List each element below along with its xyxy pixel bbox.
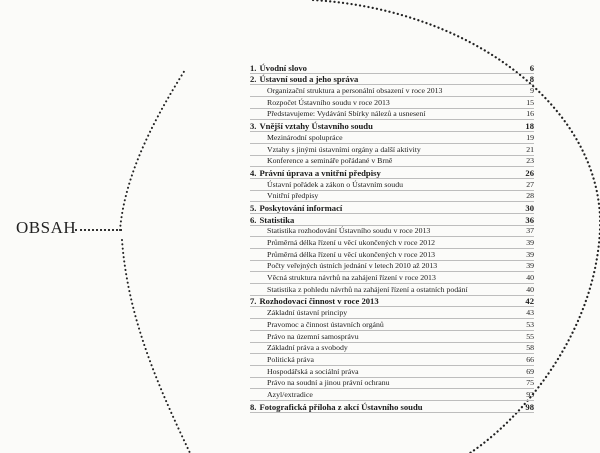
toc-entry-title: Základní ústavní principy <box>267 308 348 318</box>
toc-entry-title: Pravomoc a činnost ústavních orgánů <box>267 319 384 329</box>
toc-entry-title: Průměrná délka řízení u věcí ukončených v roce 2013 <box>267 249 436 259</box>
toc-subentry <box>250 237 534 249</box>
toc-entry-number: 7. <box>250 296 257 307</box>
toc-page-number: 75 <box>526 378 534 388</box>
toc-subentry <box>250 284 534 296</box>
toc-page-number: 58 <box>526 343 534 353</box>
toc-entry-title-wrap <box>256 215 516 225</box>
toc-chapter-entry <box>250 74 534 86</box>
toc-subentry <box>250 97 534 109</box>
toc-chapter-entry <box>250 167 534 179</box>
toc-chapter-entry <box>250 202 534 214</box>
toc-entry-number: 6. <box>250 214 257 225</box>
toc-entry-number: 8. <box>250 401 257 412</box>
toc-page-number: 39 <box>526 261 534 271</box>
toc-entry-title: Věcná struktura návrhů na zahájení řízení v roce 2013 <box>267 273 436 283</box>
toc-page-number: 53 <box>526 319 534 329</box>
toc-page-number: 19 <box>526 132 534 142</box>
toc-subentry <box>250 366 534 378</box>
toc-entry-title: Vnější vztahy Ústavního soudu <box>259 121 373 132</box>
toc-page-number: 39 <box>526 238 534 247</box>
toc-page-number: 15 <box>526 97 534 107</box>
toc-subentry <box>250 272 534 284</box>
toc-entry-title: Politická práva <box>267 354 314 364</box>
toc-subentry <box>250 132 534 144</box>
toc-page-number: 23 <box>526 156 534 166</box>
toc-entry-title: Rozhodovací činnost v roce 2013 <box>259 296 379 307</box>
toc-entry-title-wrap <box>256 74 516 84</box>
toc-page-number: 30 <box>525 202 534 213</box>
toc-subentry <box>250 249 534 261</box>
toc-chapter-entry <box>250 214 534 226</box>
toc-subentry <box>250 109 534 121</box>
toc-entry-number: 1. <box>250 62 257 73</box>
toc-page-number: 26 <box>525 167 534 178</box>
toc-subentry <box>250 307 534 319</box>
toc-entry-title: Právo na soudní a jinou právní ochranu <box>267 378 390 388</box>
toc-page-number: 40 <box>526 273 534 283</box>
toc-subentry <box>250 319 534 331</box>
toc-entry-number: 3. <box>250 121 257 132</box>
toc-entry-title-wrap <box>256 168 516 178</box>
toc-chapter-entry <box>250 296 534 308</box>
toc-page-number: 16 <box>526 109 534 119</box>
toc-entry-title-wrap <box>256 203 516 213</box>
toc-chapter-entry <box>250 120 534 132</box>
heading-leader-dots <box>75 229 122 231</box>
toc-page-number: 42 <box>525 296 534 307</box>
toc-entry-title: Právo na územní samosprávu <box>267 331 359 341</box>
toc-page-number: 69 <box>526 366 534 376</box>
toc-entry-title: Průměrná délka řízení u věcí ukončených v roce 2012 <box>267 238 436 247</box>
toc-page-number: 6 <box>529 62 534 73</box>
table-of-contents <box>250 62 534 413</box>
toc-page-number: 40 <box>526 284 534 294</box>
toc-chapter-entry <box>250 62 534 74</box>
toc-subentry <box>250 144 534 156</box>
toc-entry-title: Poskytování informací <box>259 202 343 213</box>
toc-entry-title: Rozpočet Ústavního soudu v roce 2013 <box>267 97 390 107</box>
toc-subentry <box>250 378 534 390</box>
toc-entry-title: Vnitřní předpisy <box>267 191 319 201</box>
toc-page-number: 66 <box>526 354 534 364</box>
toc-entry-title-wrap <box>256 121 516 131</box>
toc-entry-title: Vztahy s jinými ústavními orgány a další aktivity <box>267 144 421 154</box>
toc-page-number: 8 <box>529 74 534 85</box>
toc-entry-number: 5. <box>250 202 257 213</box>
contents-heading: OBSAH <box>16 218 77 237</box>
toc-entry-title: Úvodní slovo <box>259 62 307 73</box>
toc-subentry <box>250 389 534 401</box>
toc-entry-title: Ústavní pořádek a zákon o Ústavním soudu <box>267 179 403 189</box>
toc-entry-title: Počty veřejných ústních jednání v letech 2010 až 2013 <box>267 261 438 271</box>
toc-subentry <box>250 343 534 355</box>
toc-page-number: 28 <box>526 191 534 201</box>
toc-entry-title: Fotografická příloha z akcí Ústavního soudu <box>259 401 423 412</box>
toc-entry-number: 4. <box>250 167 257 178</box>
toc-entry-title: Základní práva a svobody <box>267 343 348 353</box>
toc-entry-title-wrap <box>256 402 516 412</box>
toc-subentry <box>250 354 534 366</box>
toc-subentry <box>250 331 534 343</box>
toc-page-number: 9 <box>530 86 534 96</box>
toc-subentry <box>250 156 534 168</box>
toc-subentry <box>250 226 534 238</box>
toc-entry-title-wrap <box>256 296 516 306</box>
toc-entry-title: Mezinárodní spolupráce <box>267 132 343 142</box>
toc-chapter-entry <box>250 401 534 413</box>
toc-page-number: 18 <box>525 121 534 132</box>
toc-entry-title: Právní úprava a vnitřní předpisy <box>259 167 381 178</box>
toc-entry-title: Statistika z pohledu návrhů na zahájení řízení a ostatních podání <box>267 284 468 294</box>
toc-subentry <box>250 179 534 191</box>
toc-page-number: 43 <box>526 308 534 318</box>
toc-entry-title: Konference a semináře pořádané v Brně <box>267 156 393 166</box>
toc-page-number: 98 <box>525 401 534 412</box>
toc-subentry <box>250 85 534 97</box>
toc-page-number: 55 <box>526 331 534 341</box>
toc-page-number: 93 <box>526 389 534 399</box>
toc-entry-title: Azyl/extradice <box>267 389 313 399</box>
toc-page-number: 39 <box>526 249 534 259</box>
toc-subentry <box>250 191 534 203</box>
toc-entry-title: Hospodářská a sociální práva <box>267 366 359 376</box>
toc-page-number: 21 <box>526 144 534 154</box>
toc-page-number: 37 <box>526 226 534 236</box>
toc-entry-number: 2. <box>250 74 257 85</box>
toc-entry-title: Statistika <box>259 214 295 225</box>
toc-entry-title: Ústavní soud a jeho správa <box>259 74 359 85</box>
toc-subentry <box>250 261 534 273</box>
toc-entry-title: Statistika rozhodování Ústavního soudu v roce 2013 <box>267 226 431 236</box>
toc-page-number: 27 <box>526 179 534 189</box>
toc-entry-title: Představujeme: Vydávání Sbírky nálezů a usnesení <box>267 109 426 119</box>
toc-entry-title-wrap <box>256 63 516 73</box>
toc-entry-title: Organizační struktura a personální obsazení v roce 2013 <box>267 86 443 96</box>
toc-page-number: 36 <box>525 214 534 225</box>
